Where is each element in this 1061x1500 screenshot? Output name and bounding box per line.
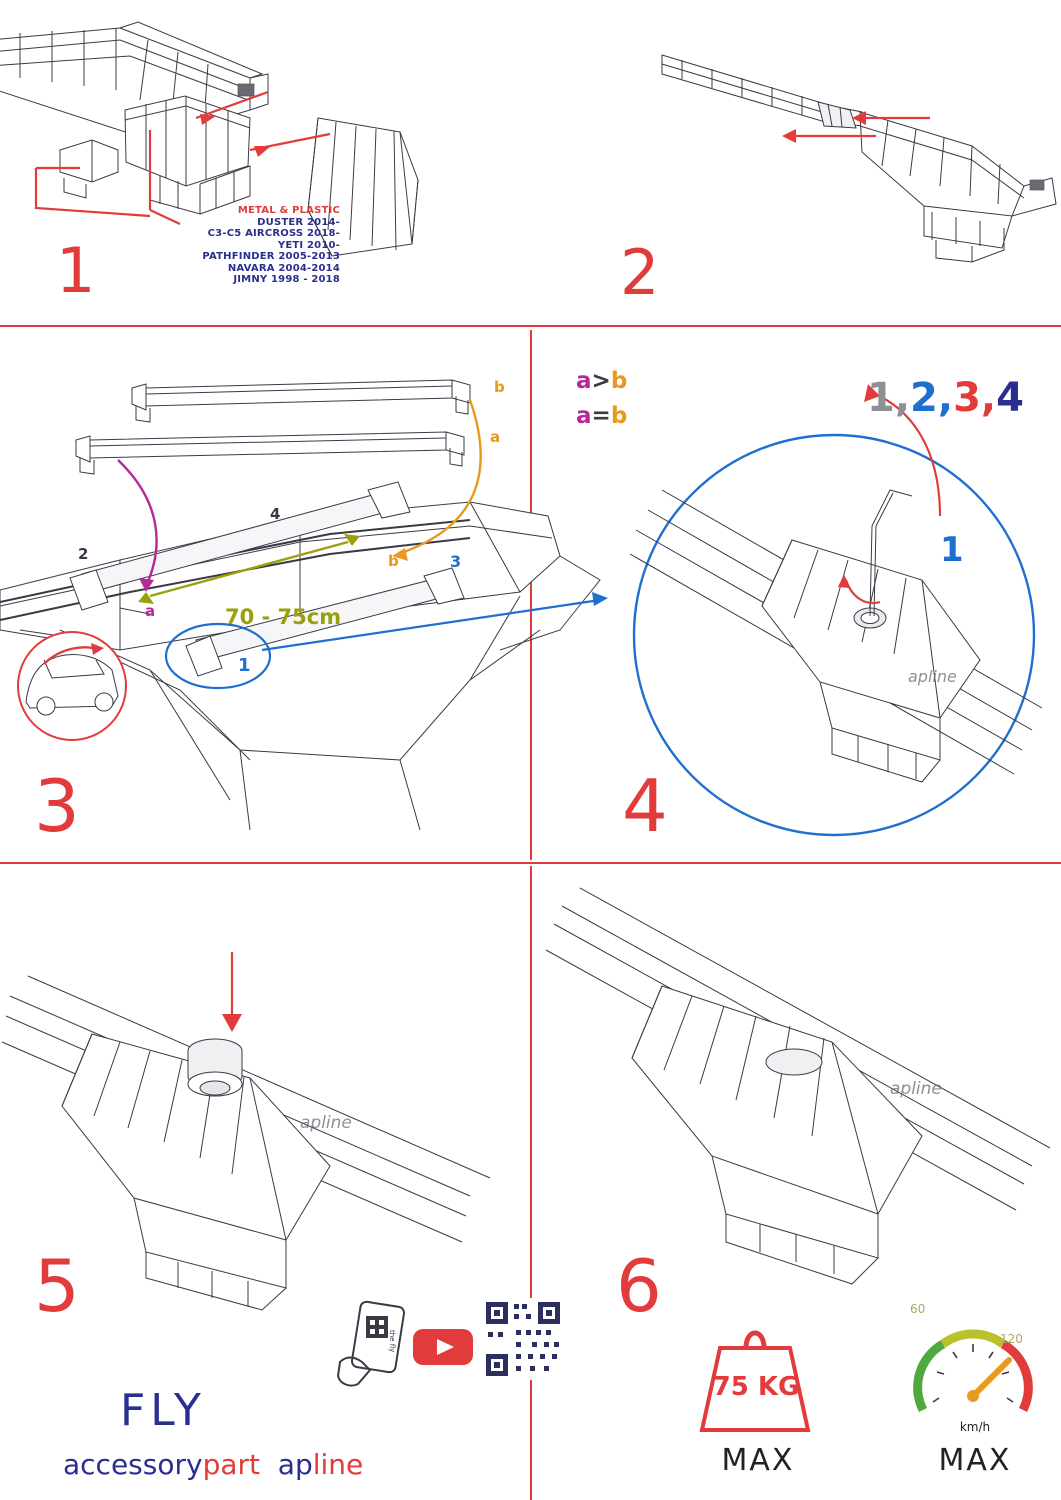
bar-number-4: 4	[270, 505, 281, 523]
youtube-icon[interactable]	[412, 1325, 474, 1369]
step-number-3: 3	[34, 764, 80, 848]
max-speed-gauge-icon	[905, 1310, 1041, 1436]
panel-step-5	[0, 866, 530, 1500]
brand-accessory: accessory	[63, 1448, 203, 1481]
step5-illustration	[0, 866, 530, 1296]
step-number-6: 6	[616, 1244, 662, 1328]
svg-text:apline: apline	[300, 1113, 352, 1133]
phone-qr-icon[interactable]	[330, 1300, 422, 1392]
bar-number-1: 1	[238, 655, 251, 676]
fitment-vehicle: PATHFINDER 2005-2013	[202, 251, 340, 262]
step4-callout-1: 1	[940, 530, 964, 570]
fitment-vehicle: YETI 2010-	[277, 239, 340, 251]
bar-number-3: 3	[450, 552, 462, 571]
crossbar-spacing-dimension: 70 - 75cm	[225, 605, 342, 629]
max-weight-label: MAX	[721, 1443, 795, 1478]
step-number-4: 4	[622, 764, 668, 848]
step1-fitment-list	[120, 205, 340, 286]
marker-a-low: a	[145, 602, 156, 620]
marker-a-top: a	[490, 428, 501, 446]
marker-b-low: b	[388, 552, 399, 570]
fly-logo: FLY	[120, 1385, 206, 1436]
legend-op: =	[591, 403, 611, 429]
brand-part: part	[202, 1448, 260, 1481]
brand-subline	[63, 1448, 363, 1481]
fitment-vehicle: JIMNY 1998 - 2018	[233, 274, 340, 285]
divider-row-2	[0, 862, 1061, 864]
svg-text:the fly: the fly	[388, 1330, 396, 1353]
step3-illustration	[0, 330, 620, 860]
step6-illustration	[532, 866, 1061, 1296]
legend-b: b	[610, 403, 628, 429]
legend-b: b	[610, 368, 628, 394]
legend-a-greater-b	[576, 370, 627, 393]
legend-a: a	[576, 368, 592, 394]
brand-ap: ap	[277, 1448, 313, 1481]
fitment-vehicle: DUSTER 2014-	[257, 216, 340, 228]
step-number-1: 1	[56, 234, 96, 307]
step-number-2: 2	[620, 236, 660, 309]
panel-step-1	[0, 0, 530, 325]
legend-op: >	[591, 368, 611, 394]
gauge-max-label: 120	[1000, 1332, 1023, 1346]
bar-number-2: 2	[78, 545, 89, 563]
max-weight-value: 75 KG	[712, 1372, 800, 1402]
panel-step-3	[0, 330, 620, 860]
fitment-header: METAL & PLASTIC	[237, 205, 340, 216]
max-speed-label: MAX	[938, 1443, 1012, 1478]
svg-text:apline: apline	[908, 667, 957, 686]
panel-step-2	[532, 0, 1061, 325]
fitment-vehicle: C3-C5 AIRCROSS 2018-	[207, 228, 340, 239]
speed-unit-label: km/h	[959, 1420, 991, 1434]
brand-line: line	[312, 1448, 364, 1481]
svg-text:apline: apline	[890, 1079, 942, 1099]
panel-step-4	[622, 330, 1061, 860]
step4-sequence: 1,2,3,4	[867, 375, 1024, 421]
legend-a: a	[576, 403, 592, 429]
gauge-min-label: 60	[910, 1302, 926, 1316]
marker-b-top: b	[494, 378, 505, 396]
divider-row-1	[0, 325, 1061, 327]
fitment-vehicle: NAVARA 2004-2014	[227, 262, 340, 274]
legend-a-equals-b	[576, 405, 627, 428]
step-number-5: 5	[34, 1244, 80, 1328]
step2-illustration	[532, 0, 1061, 325]
